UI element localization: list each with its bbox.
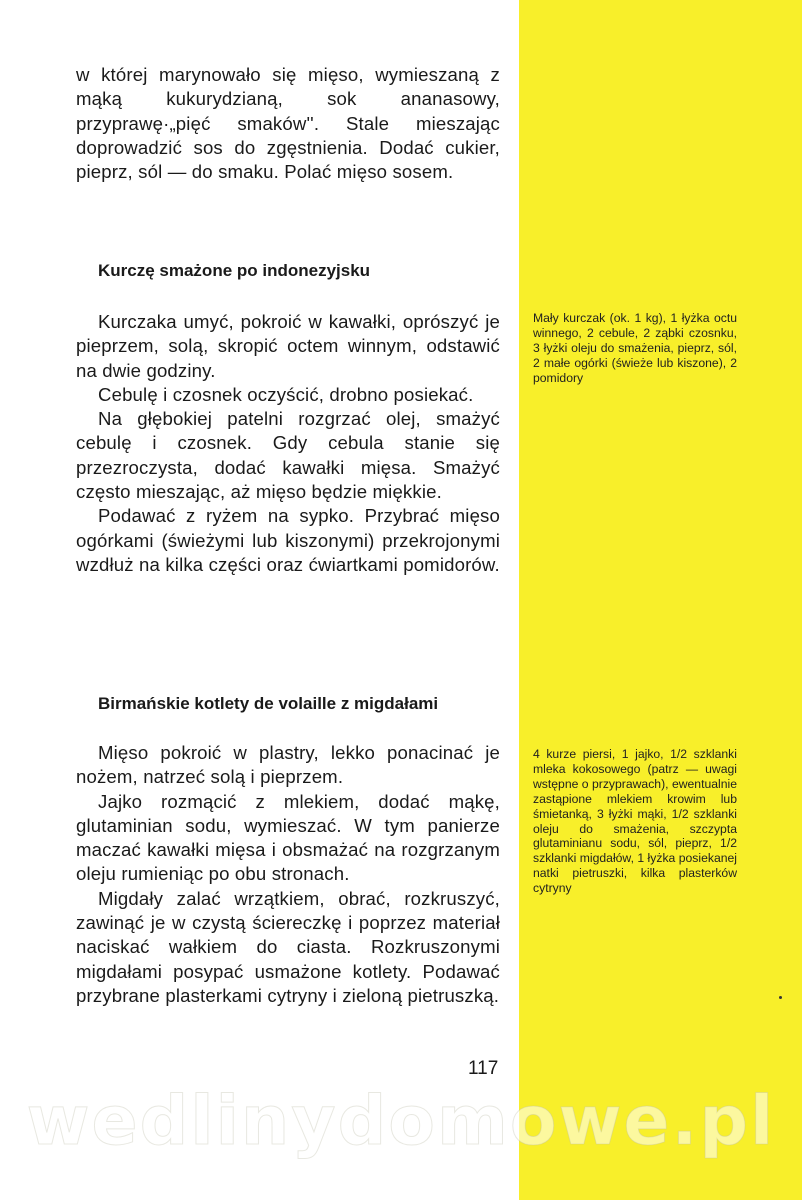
intro-block (76, 63, 500, 184)
recipe-2-step-3: Migdały zalać wrzątkiem, obrać, rozkruszyć, zawinąć je w czystą ściereczkę i poprzez materiał naciskać wałkiem do ciasta. Rozkruszonymi migdałami posypać usmażone kotlety. Podawać przybrane plasterkami cytryny i zieloną pietruszką. (76, 887, 500, 1006)
recipe-2-ingredients: 4 kurze piersi, 1 jajko, 1/2 szklanki mleka kokosowego (patrz — uwagi wstępne o przyprawach), ewentualnie zastąpione mlekiem krowim lub śmietanką, 3 łyżki mąki, 1/2 szklanki oleju do smażenia, szczypta glutaminianu sodu, sól, pieprz, 1/2 szklanki migdałów, 1 łyżka posiekanej natki pietruszki, kilka plasterków cytryny (533, 747, 737, 896)
recipe-1-step-1: Kurczaka umyć, pokroić w kawałki, oprószyć je pieprzem, solą, skropić octem winnym, odstawić na dwie godziny. (76, 311, 500, 381)
recipe-1-step-3: Na głębokiej patelni rozgrzać olej, smażyć cebulę i czosnek. Gdy cebula stanie się przezroczysta, dodać kawałki mięsa. Smażyć często mieszając, aż mięso będzie miękkie. (76, 408, 500, 503)
yellow-sidebar (519, 0, 802, 1200)
recipe-2-instructions (76, 741, 500, 1008)
recipe-1-instructions (76, 310, 500, 577)
recipe-1-ingredients: Mały kurczak (ok. 1 kg), 1 łyżka octu winnego, 2 cebule, 2 ząbki czosnku, 3 łyżki oleju do smażenia, pieprz, sól, 2 małe ogórki (świeże lub kiszone), 2 pomidory (533, 311, 737, 385)
intro-paragraph: w której marynowało się mięso, wymieszaną z mąką kukurydzianą, sok ananasowy, przyprawę·„pięć smaków''. Stale mieszając doprowadzić sos do zgęstnienia. Dodać cukier, pieprz, sól — do smaku. Polać mięso sosem. (76, 64, 500, 183)
recipe-2-step-2: Jajko rozmącić z mlekiem, dodać mąkę, glutaminian sodu, wymieszać. W tym panierze maczać kawałki mięsa i obsmażać na rozgrzanym oleju rumieniąc po obu stronach. (76, 790, 500, 885)
print-speck (779, 996, 782, 999)
recipe-1-step-2: Cebulę i czosnek oczyścić, drobno posiekać. (98, 383, 474, 405)
recipe-2-title: Birmańskie kotlety de volaille z migdałami (98, 694, 439, 713)
page-number: 117 (468, 1058, 499, 1079)
recipe-2-step-1: Mięso pokroić w plastry, lekko ponacinać je nożem, natrzeć solą i pieprzem. (76, 742, 500, 788)
recipe-1-title: Kurczę smażone po indonezyjsku (98, 261, 371, 280)
recipe-1-step-4: Podawać z ryżem na sypko. Przybrać mięso ogórkami (świeżymi lub kiszonymi) przekrojonymi wzdłuż na kilka części oraz ćwiartkami pomidorów. (76, 505, 500, 575)
watermark: wedlinydomowe.pl (26, 1082, 776, 1161)
